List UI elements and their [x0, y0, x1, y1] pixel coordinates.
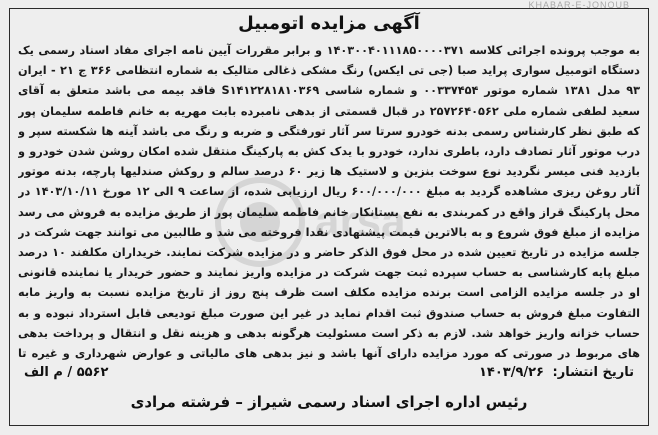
notice-body: به موجب پرونده اجرائی کلاسه ۱۴۰۳۰۰۴۰۱۱۱۸۵۰۰۰۰۳۷۱ و برابر مقررات آیین نامه اجرای مفاد اسناد رسمی یک دستگاه اتومبیل سواری پراید صبا (جی تی ایکس) رنگ مشکی ذغالی متالیک به شماره انتظامی ۳۶۶ ج ۲۱ - ایران ۹۳ مدل ۱۳۸۱ شماره موتور ۰۰۳۳۷۴۵۴ و شماره شاسی S۱۴۱۲۲۸۱۸۱۰۳۶۹ فاقد بیمه می باشد متعلق به آقای سعید لطفی شماره ملی ۲۵۷۲۶۴۰۵۶۲ در قبال قسمتی از بدهی نامبرده بابت مهریه به خانم فاطمه سلیمان پور که طبق نظر کارشناس رسمی بدنه خودرو سرتا سر آثار تورفتگی و ضربه و رنگ می باشد آینه ها شکسته سپر و درب موتور آثار تصادف دارد، باطری ندارد، خودرو با یدک کش به پارکینگ منتقل شده امکان روشن شدن خودرو و بازدید فنی میسر نگردید نوع سوخت بنزین و لاستیک ها زیر ۶۰ درصد سالم و روکش صندلیها پارچه، بدنه موتور آثار روغن ریزی مشاهده گردید به مبلغ ۶۰۰/۰۰۰/۰۰۰ ریال ارزیابی شده، از ساعت ۹ الی ۱۲ مورخ ۱۴۰۳/۱۰/۱۱ در محل پارکینگ قراز واقع در کمربندی به نفع بستانکار خانم فاطمه سلیمان پور از طریق مزایده به فروش می رسد مزایده از مبلغ فوق شروع و به بالاترین قیمت پیشنهادی نقدا فروخته می شد و طالبین می توانند جهت شرکت در جلسه مزایده در تاریخ تعیین شده در محل فوق الذکر حاضر و در مزایده شرکت نمایند. خریداران مکلفند ۱۰ درصد مبلغ پایه کارشناسی به حساب سپرده ثبت جهت شرکت در مزایده واریز نمایند و حضور خریدار یا نماینده قانونی او در جلسه مزایده الزامی است برنده مزایده مکلف است ظرف پنج روز از تاریخ مزایده نسبت به واریز مابه التفاوت مبلغ فروش به حساب صندوق ثبت اقدام نماید در غیر این صورت مبلغ تودیعی قابل استرداد نبوده و به حساب خزانه واریز خواهد شد. لازم به ذکر است مسئولیت هرگونه بدهی و هزینه نقل و انتقال و پرداخت بدهی های مربوط در صورتی که مورد مزایده دارای آنها باشد و نیز بدهی های مالیاتی و عوارض شهرداری و غیره تا: [18, 44, 640, 361]
page-title: آگهی مزایده اتومبیل: [238, 13, 420, 34]
reference-number: ۵۵۶۲ / م الف: [24, 365, 109, 380]
watermark-text: arsa: [315, 197, 406, 246]
publish-date: [479, 365, 634, 380]
footer-row: [24, 365, 634, 387]
publish-date-label: تاریخ انتشار:: [552, 365, 634, 380]
publish-date-value: ۱۴۰۳/۹/۲۶: [478, 365, 544, 380]
advertisement-box: [9, 8, 649, 426]
newspaper-watermark: KHABAR-E-JONOUB: [528, 0, 630, 10]
signature-line: رئیس اداره اجرای اسناد رسمی شیراز – فرشته مرادی: [130, 393, 528, 411]
